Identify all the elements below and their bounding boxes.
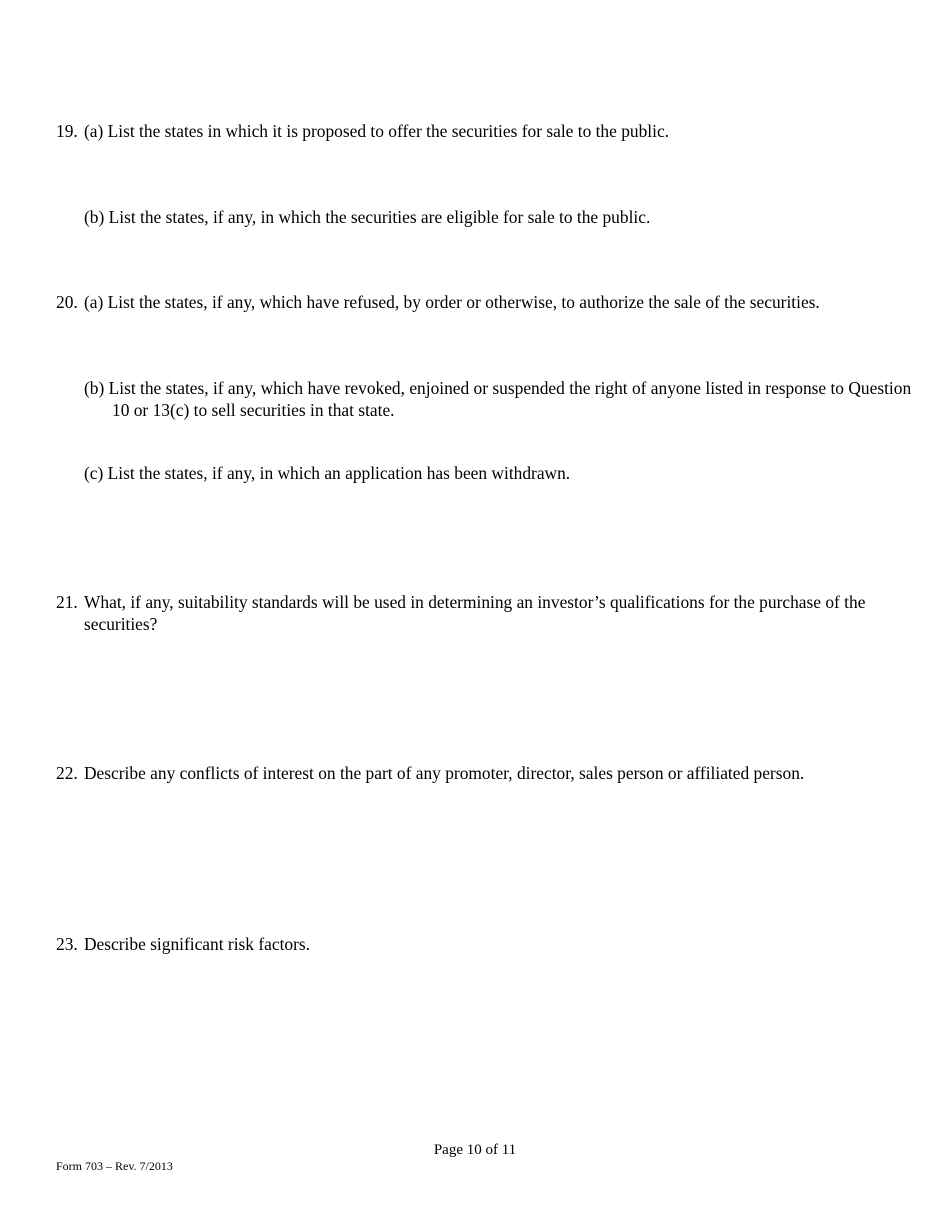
question-19 bbox=[56, 120, 886, 142]
question-19a-text: (a) List the states in which it is proposed to offer the securities for sale to the public. bbox=[84, 121, 670, 141]
question-20a-text: (a) List the states, if any, which have refused, by order or otherwise, to authorize the sale of the securities. bbox=[84, 292, 820, 312]
question-20c-text: (c) List the states, if any, in which an application has been withdrawn. bbox=[84, 463, 571, 483]
question-20 bbox=[56, 291, 886, 313]
question-22 bbox=[56, 762, 886, 784]
question-number: 19. bbox=[56, 121, 78, 141]
question-number: 20. bbox=[56, 292, 78, 312]
question-19b-text: (b) List the states, if any, in which the securities are eligible for sale to the public. bbox=[84, 207, 651, 227]
question-number: 21. bbox=[56, 592, 78, 612]
question-23 bbox=[56, 933, 886, 955]
question-21-text: What, if any, suitability standards will be used in determining an investor’s qualifications for the purchase of the securities? bbox=[84, 592, 866, 634]
question-22-text: Describe any conflicts of interest on the part of any promoter, director, sales person or affiliated person. bbox=[84, 763, 805, 783]
question-21 bbox=[56, 591, 886, 635]
question-number: 23. bbox=[56, 934, 78, 954]
question-number: 22. bbox=[56, 763, 78, 783]
question-20b-text: (b) List the states, if any, which have revoked, enjoined or suspended the right of anyone listed in response to Question 10 or 13(c) to sell securities in that state. bbox=[84, 378, 912, 420]
question-23-text: Describe significant risk factors. bbox=[84, 934, 311, 954]
form-revision: Form 703 – Rev. 7/2013 bbox=[56, 1159, 173, 1173]
page-number: Page 10 of 11 bbox=[433, 1142, 517, 1158]
